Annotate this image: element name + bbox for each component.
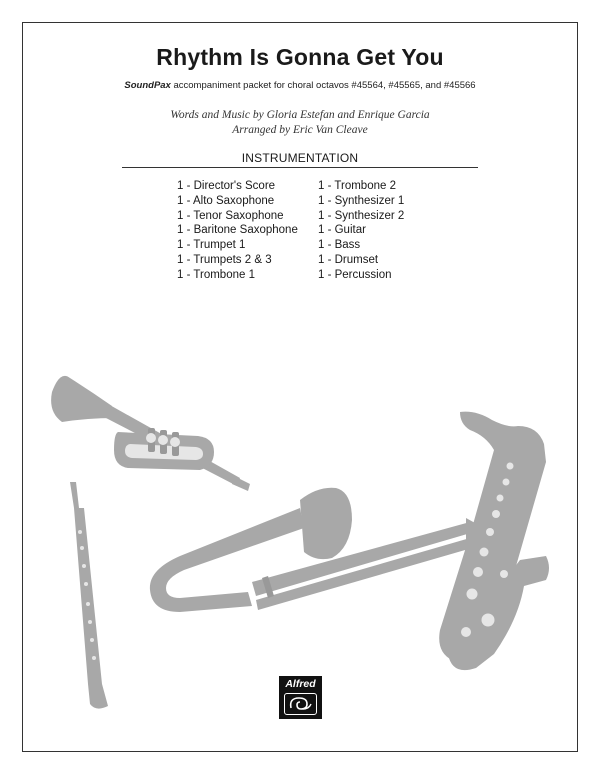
list-item: 1 - Drumset [318,253,379,266]
list-item: 1 - Synthesizer 1 [318,194,405,207]
clarinet-icon [70,482,108,709]
saxophone-icon [439,412,549,670]
alfred-logo-text: Alfred [285,678,316,690]
list-item: 1 - Trombone 2 [318,180,396,192]
trombone-icon [150,488,484,612]
list-item: 1 - Bass [318,239,361,252]
list-item: 1 - Trumpets 2 & 3 [177,253,272,266]
list-item: 1 - Tenor Saxophone [177,209,284,222]
list-item: 1 - Synthesizer 2 [318,209,405,222]
instrumentation-heading: INSTRUMENTATION [241,151,359,165]
list-item: 1 - Trombone 1 [177,268,255,281]
arranger-credit: Arranged by Eric Van Cleave [232,124,368,136]
list-item: 1 - Alto Saxophone [177,194,275,207]
trumpet-icon [51,376,250,491]
words-music-credit: Words and Music by Gloria Estefan and Enrique Garcia [170,109,430,121]
alfred-logo [279,676,322,719]
soundpax-brand: SoundPax [124,80,171,91]
list-item: 1 - Guitar [318,224,366,237]
subtitle-text: accompaniment packet for choral octavos #45564, #45565, and #45566 [170,80,476,91]
list-item: 1 - Trumpet 1 [177,239,246,252]
list-item: 1 - Baritone Saxophone [177,224,298,237]
alfred-swirl-icon [285,694,315,713]
list-item: 1 - Director's Score [177,180,276,192]
page-title: Rhythm Is Gonna Get You [156,44,444,70]
alfred-emblem-icon [284,693,317,715]
list-item: 1 - Percussion [318,268,392,281]
